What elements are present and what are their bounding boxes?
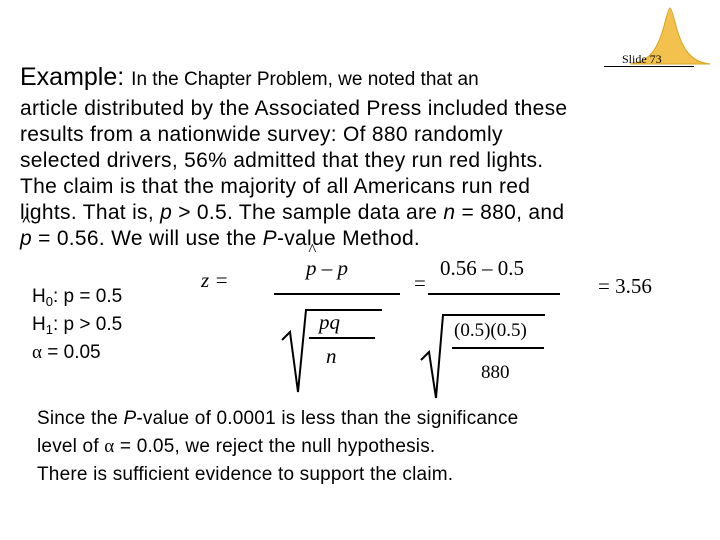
paragraph-line: article distributed by the Associated Press included these: [20, 97, 568, 120]
h1-subscript: 1: [45, 322, 53, 337]
value-numerator: 0.56 – 0.5: [440, 256, 524, 280]
value-fraction-bar: [428, 293, 560, 295]
value-inner-fraction-bar: [452, 347, 544, 349]
slide-number-underline: [604, 66, 694, 67]
z-result: = 3.56: [598, 274, 652, 298]
paragraph-line: results from a nationwide survey: Of 880 randomly: [20, 123, 503, 146]
example-label: Example:: [20, 63, 125, 91]
h1-text: : p > 0.5: [52, 314, 123, 335]
conclusion-line: [37, 433, 707, 461]
null-hypothesis: [32, 286, 122, 309]
numerator-rest: – p: [316, 256, 348, 280]
alpha-symbol: α: [104, 436, 115, 457]
example-paragraph: [20, 96, 710, 252]
conclusion-text: Since the: [37, 408, 124, 429]
h1-label: H: [32, 314, 46, 335]
line5-text: lights. That is,: [20, 201, 161, 224]
paragraph-line: [20, 200, 710, 226]
line6-text: -value Method.: [276, 227, 421, 250]
p-symbol: p: [160, 201, 173, 224]
P-symbol: P: [123, 408, 137, 429]
conclusion-line: [37, 405, 707, 433]
inner-fraction-bar: [309, 337, 375, 339]
value-denominator-top: (0.5)(0.5): [454, 320, 527, 341]
conclusion-text: level of: [37, 436, 105, 457]
denominator-top: pq: [319, 310, 340, 334]
alpha-symbol: α: [32, 342, 42, 363]
value-denominator-bottom: 880: [481, 362, 510, 383]
formula-numerator: [306, 256, 348, 281]
line6-text: = 0.56. We will use the: [31, 227, 263, 250]
line5-text: > 0.5. The sample data are: [172, 201, 444, 224]
conclusion-text: -value of 0.0001 is less than the significance: [136, 408, 519, 429]
p-hat-symbol: ^ p: [306, 256, 317, 281]
paragraph-line: selected drivers, 56% admitted that they run red lights.: [20, 149, 544, 172]
P-symbol: P: [262, 227, 277, 250]
p-hat-symbol: ^ p: [20, 226, 32, 252]
denominator-bottom: n: [326, 344, 337, 368]
alpha-text: = 0.05: [41, 342, 101, 363]
example-intro: In the Chapter Problem, we noted that an: [131, 69, 479, 90]
conclusion-paragraph: [37, 405, 707, 489]
conclusion-text: = 0.05, we reject the null hypothesis.: [114, 436, 436, 457]
h0-subscript: 0: [45, 294, 53, 309]
example-heading: [20, 63, 479, 92]
paragraph-line: The claim is that the majority of all Americans run red: [20, 175, 531, 198]
fraction-bar: [274, 293, 400, 295]
paragraph-line: [20, 226, 710, 252]
z-label: z =: [201, 268, 229, 292]
significance-level: [32, 342, 101, 364]
alternative-hypothesis: [32, 314, 122, 337]
n-symbol: n: [443, 201, 456, 224]
slide-number: Slide 73: [622, 52, 662, 66]
conclusion-line: There is sufficient evidence to support the claim.: [37, 464, 454, 485]
h0-label: H: [32, 286, 46, 307]
equals-sign: =: [414, 271, 426, 295]
line5-text: = 880, and: [455, 201, 565, 224]
h0-text: : p = 0.5: [52, 286, 123, 307]
